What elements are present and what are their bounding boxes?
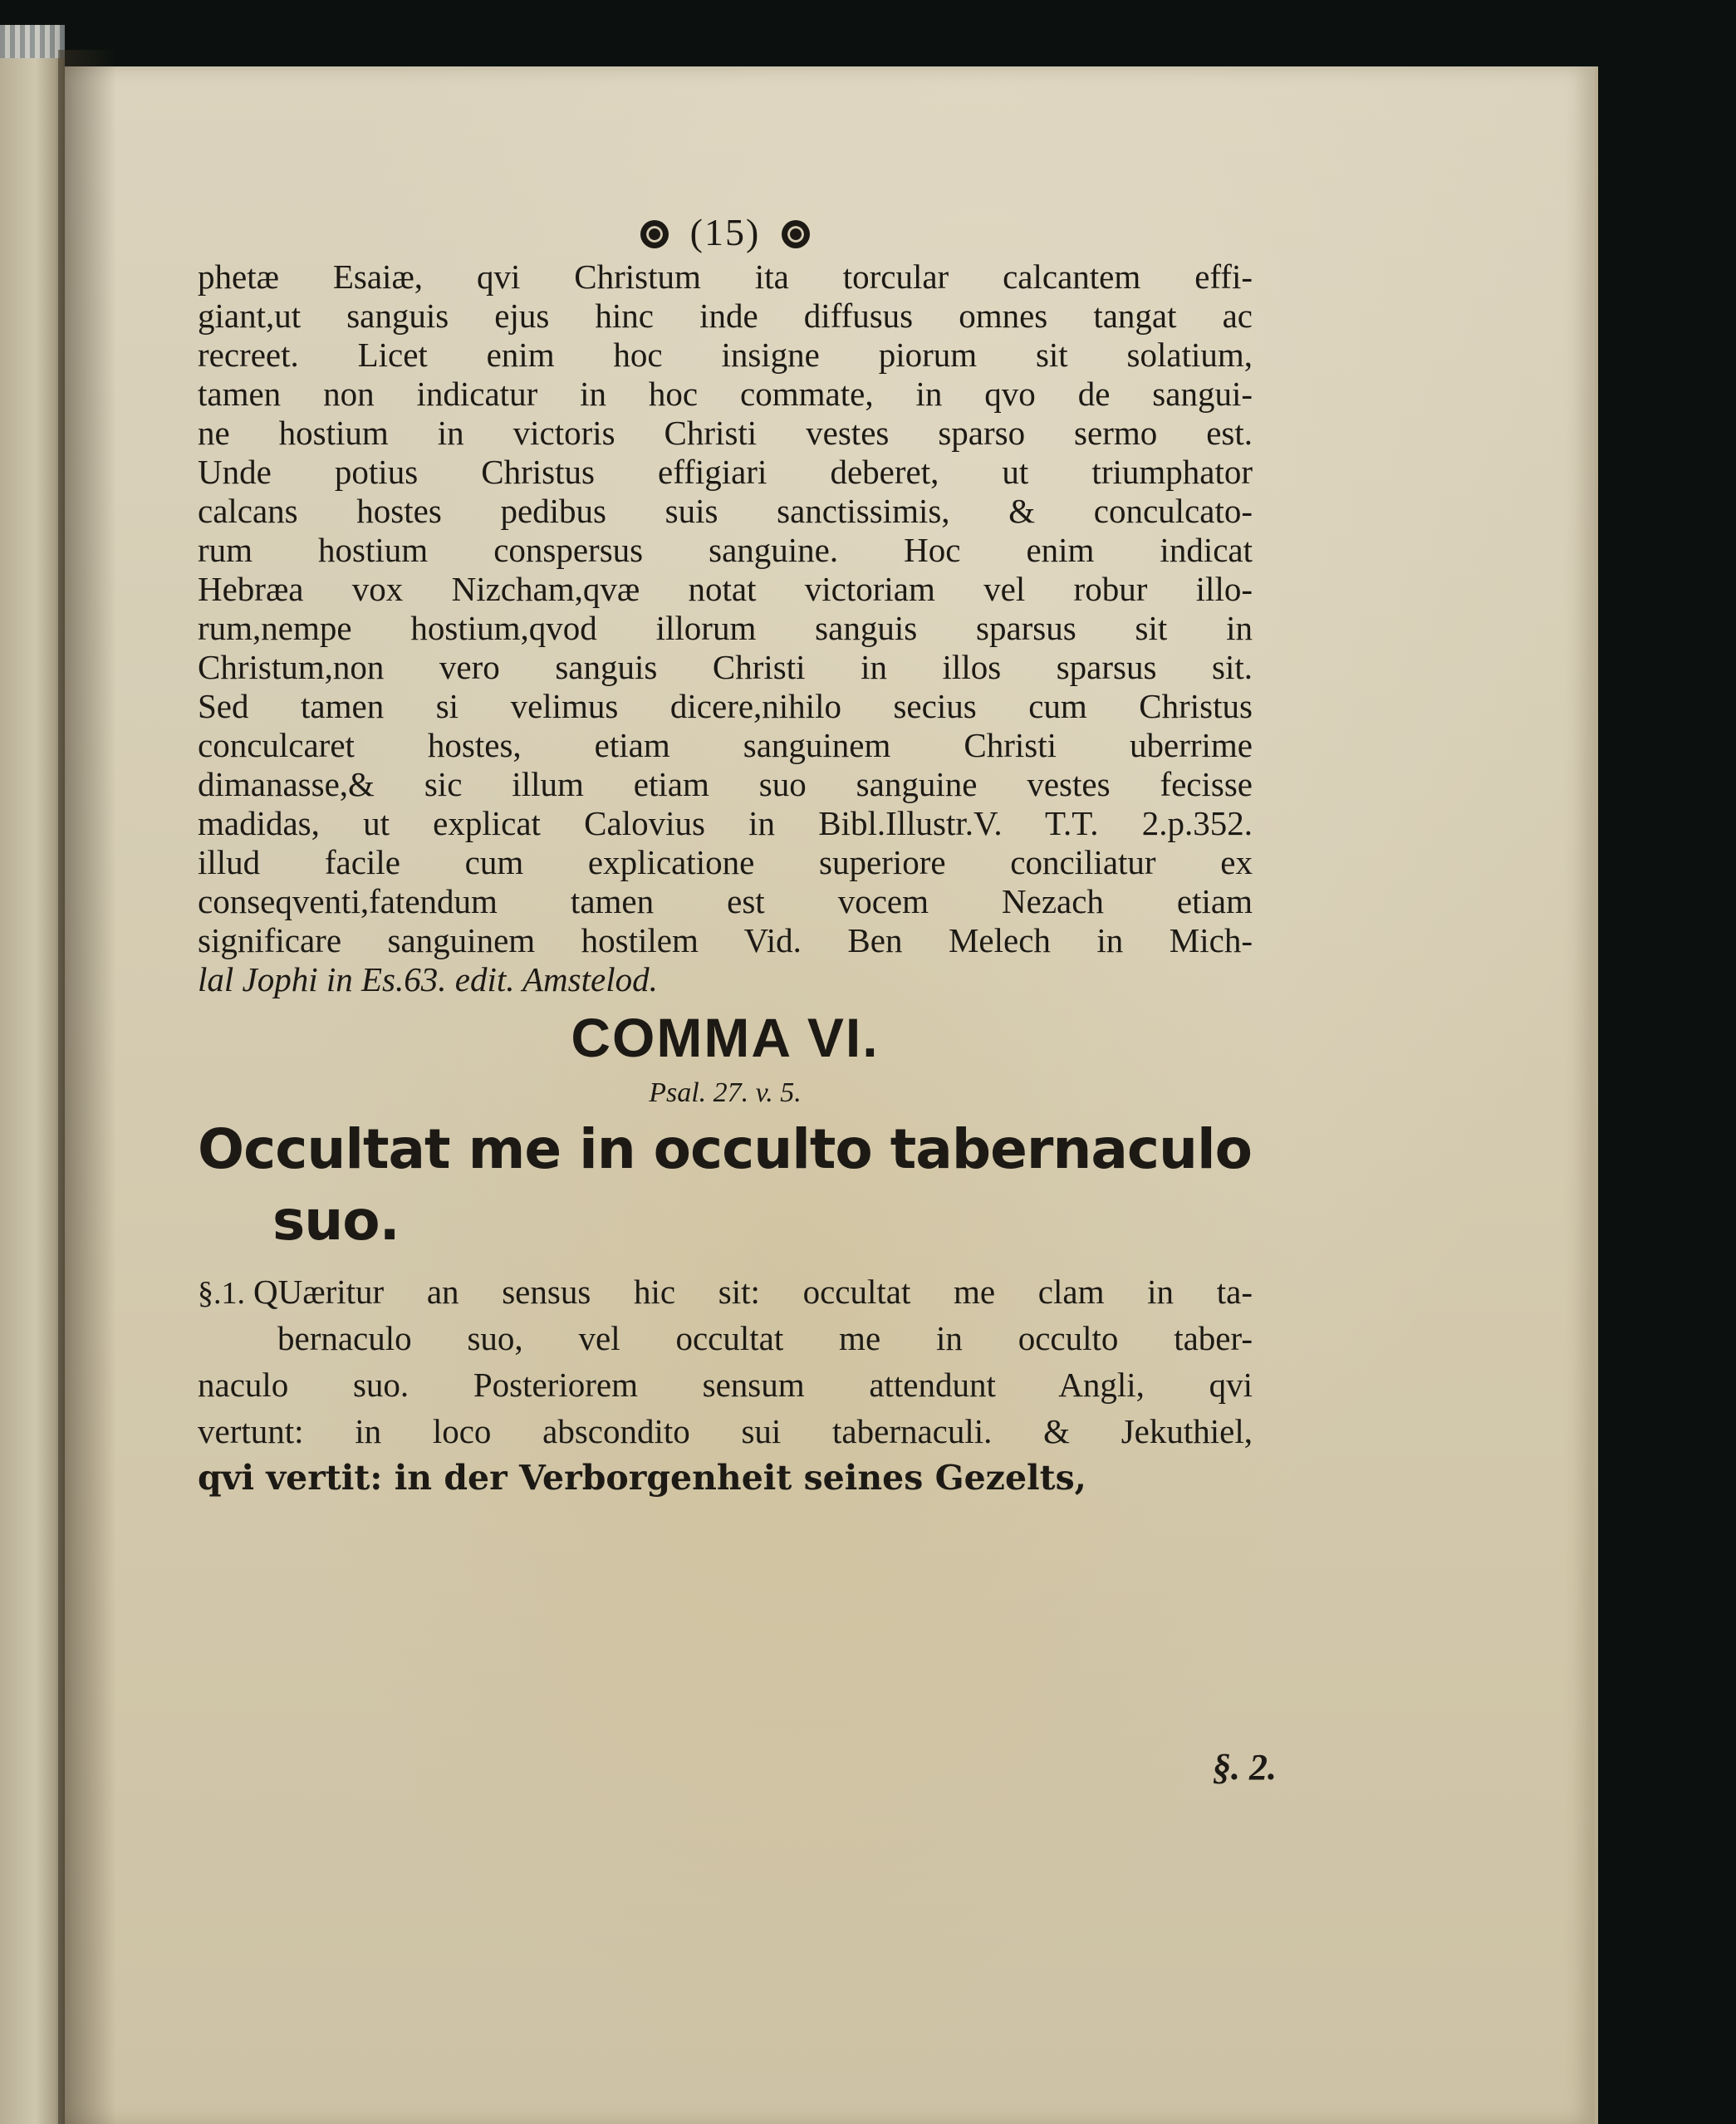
paragraph-line-3: naculo suo. Posteriorem sensum attendunt Angli, qvi: [198, 1366, 1253, 1404]
running-header: [198, 208, 1253, 258]
body-line: Sed tamen si velimus dicere,nihilo secius cum Christus: [198, 687, 1253, 725]
verse-line-1: Occultat me in occulto tabernaculo: [198, 1117, 1252, 1181]
body-line: illud facile cum explicatione superiore conciliatur ex: [198, 843, 1253, 881]
body-line: dimanasse,& sic illum etiam suo sanguine vestes fecisse: [198, 765, 1253, 803]
verse-heading: [198, 1114, 1253, 1257]
body-line: rum hostium conspersus sanguine. Hoc enim indicat: [198, 531, 1253, 569]
left-ornament-icon: [640, 220, 669, 248]
section-number: §.1.: [198, 1276, 245, 1311]
body-line: madidas, ut explicat Calovius in Bibl.Illustr.V. T.T. 2.p.352.: [198, 804, 1253, 842]
body-line: conseqventi,fatendum tamen est vocem Nezach etiam: [198, 882, 1253, 920]
comma-heading: COMMA VI.: [571, 1007, 880, 1068]
paragraph-line-2: bernaculo suo, vel occultat me in occulto taber-: [277, 1319, 1253, 1357]
paragraph-line-1: [198, 1268, 1253, 1315]
verse-line-2: suo.: [272, 1189, 400, 1253]
body-line: ne hostium in victoris Christi vestes sparso sermo est.: [198, 414, 1253, 452]
book-page: [65, 66, 1598, 2124]
body-line: Hebræa vox Nizcham,qvæ notat victoriam vel robur illo-: [198, 570, 1253, 608]
previous-page-edge: [0, 25, 65, 2124]
page-text: [198, 208, 1253, 1501]
right-ornament-icon: [782, 220, 810, 248]
paragraph-line-1-text: QUæritur an sensus hic sit: occultat me clam in ta-: [253, 1273, 1253, 1311]
body-line: conculcaret hostes, etiam sanguinem Christi uberrime: [198, 726, 1253, 764]
body-line: Christum,non vero sanguis Christi in illos sparsus sit.: [198, 648, 1253, 686]
body-line: Unde potius Christus effigiari deberet, ut triumphator: [198, 453, 1253, 491]
section-paragraph: [198, 1268, 1253, 1501]
body-line: phetæ Esaiæ, qvi Christum ita torcular calcantem effi-: [198, 258, 1253, 296]
body-line: calcans hostes pedibus suis sanctissimis, & conculcato-: [198, 492, 1253, 530]
spine-shadow: [58, 50, 116, 2124]
paragraph-line-5: qvi vertit: in der Verborgenheit seines Gezelts,: [198, 1458, 1086, 1498]
page-number: (15): [689, 211, 761, 253]
body-line: significare sanguinem hostilem Vid. Ben Melech in Mich-: [198, 921, 1253, 959]
catchword: §. 2.: [1213, 1747, 1277, 1788]
body-line: rum,nempe hostium,qvod illorum sanguis sparsus sit in: [198, 609, 1253, 647]
psalm-reference: Psal. 27. v. 5.: [649, 1077, 802, 1108]
body-line: lal Jophi in Es.63. edit. Amstelod.: [198, 960, 658, 998]
body-line: giant,ut sanguis ejus hinc inde diffusus omnes tangat ac: [198, 297, 1253, 335]
body-line: tamen non indicatur in hoc commate, in qvo de sangui-: [198, 375, 1253, 413]
body-line: recreet. Licet enim hoc insigne piorum sit solatium,: [198, 336, 1253, 374]
paragraph-line-4: vertunt: in loco abscondito sui tabernaculi. & Jekuthiel,: [198, 1412, 1253, 1450]
